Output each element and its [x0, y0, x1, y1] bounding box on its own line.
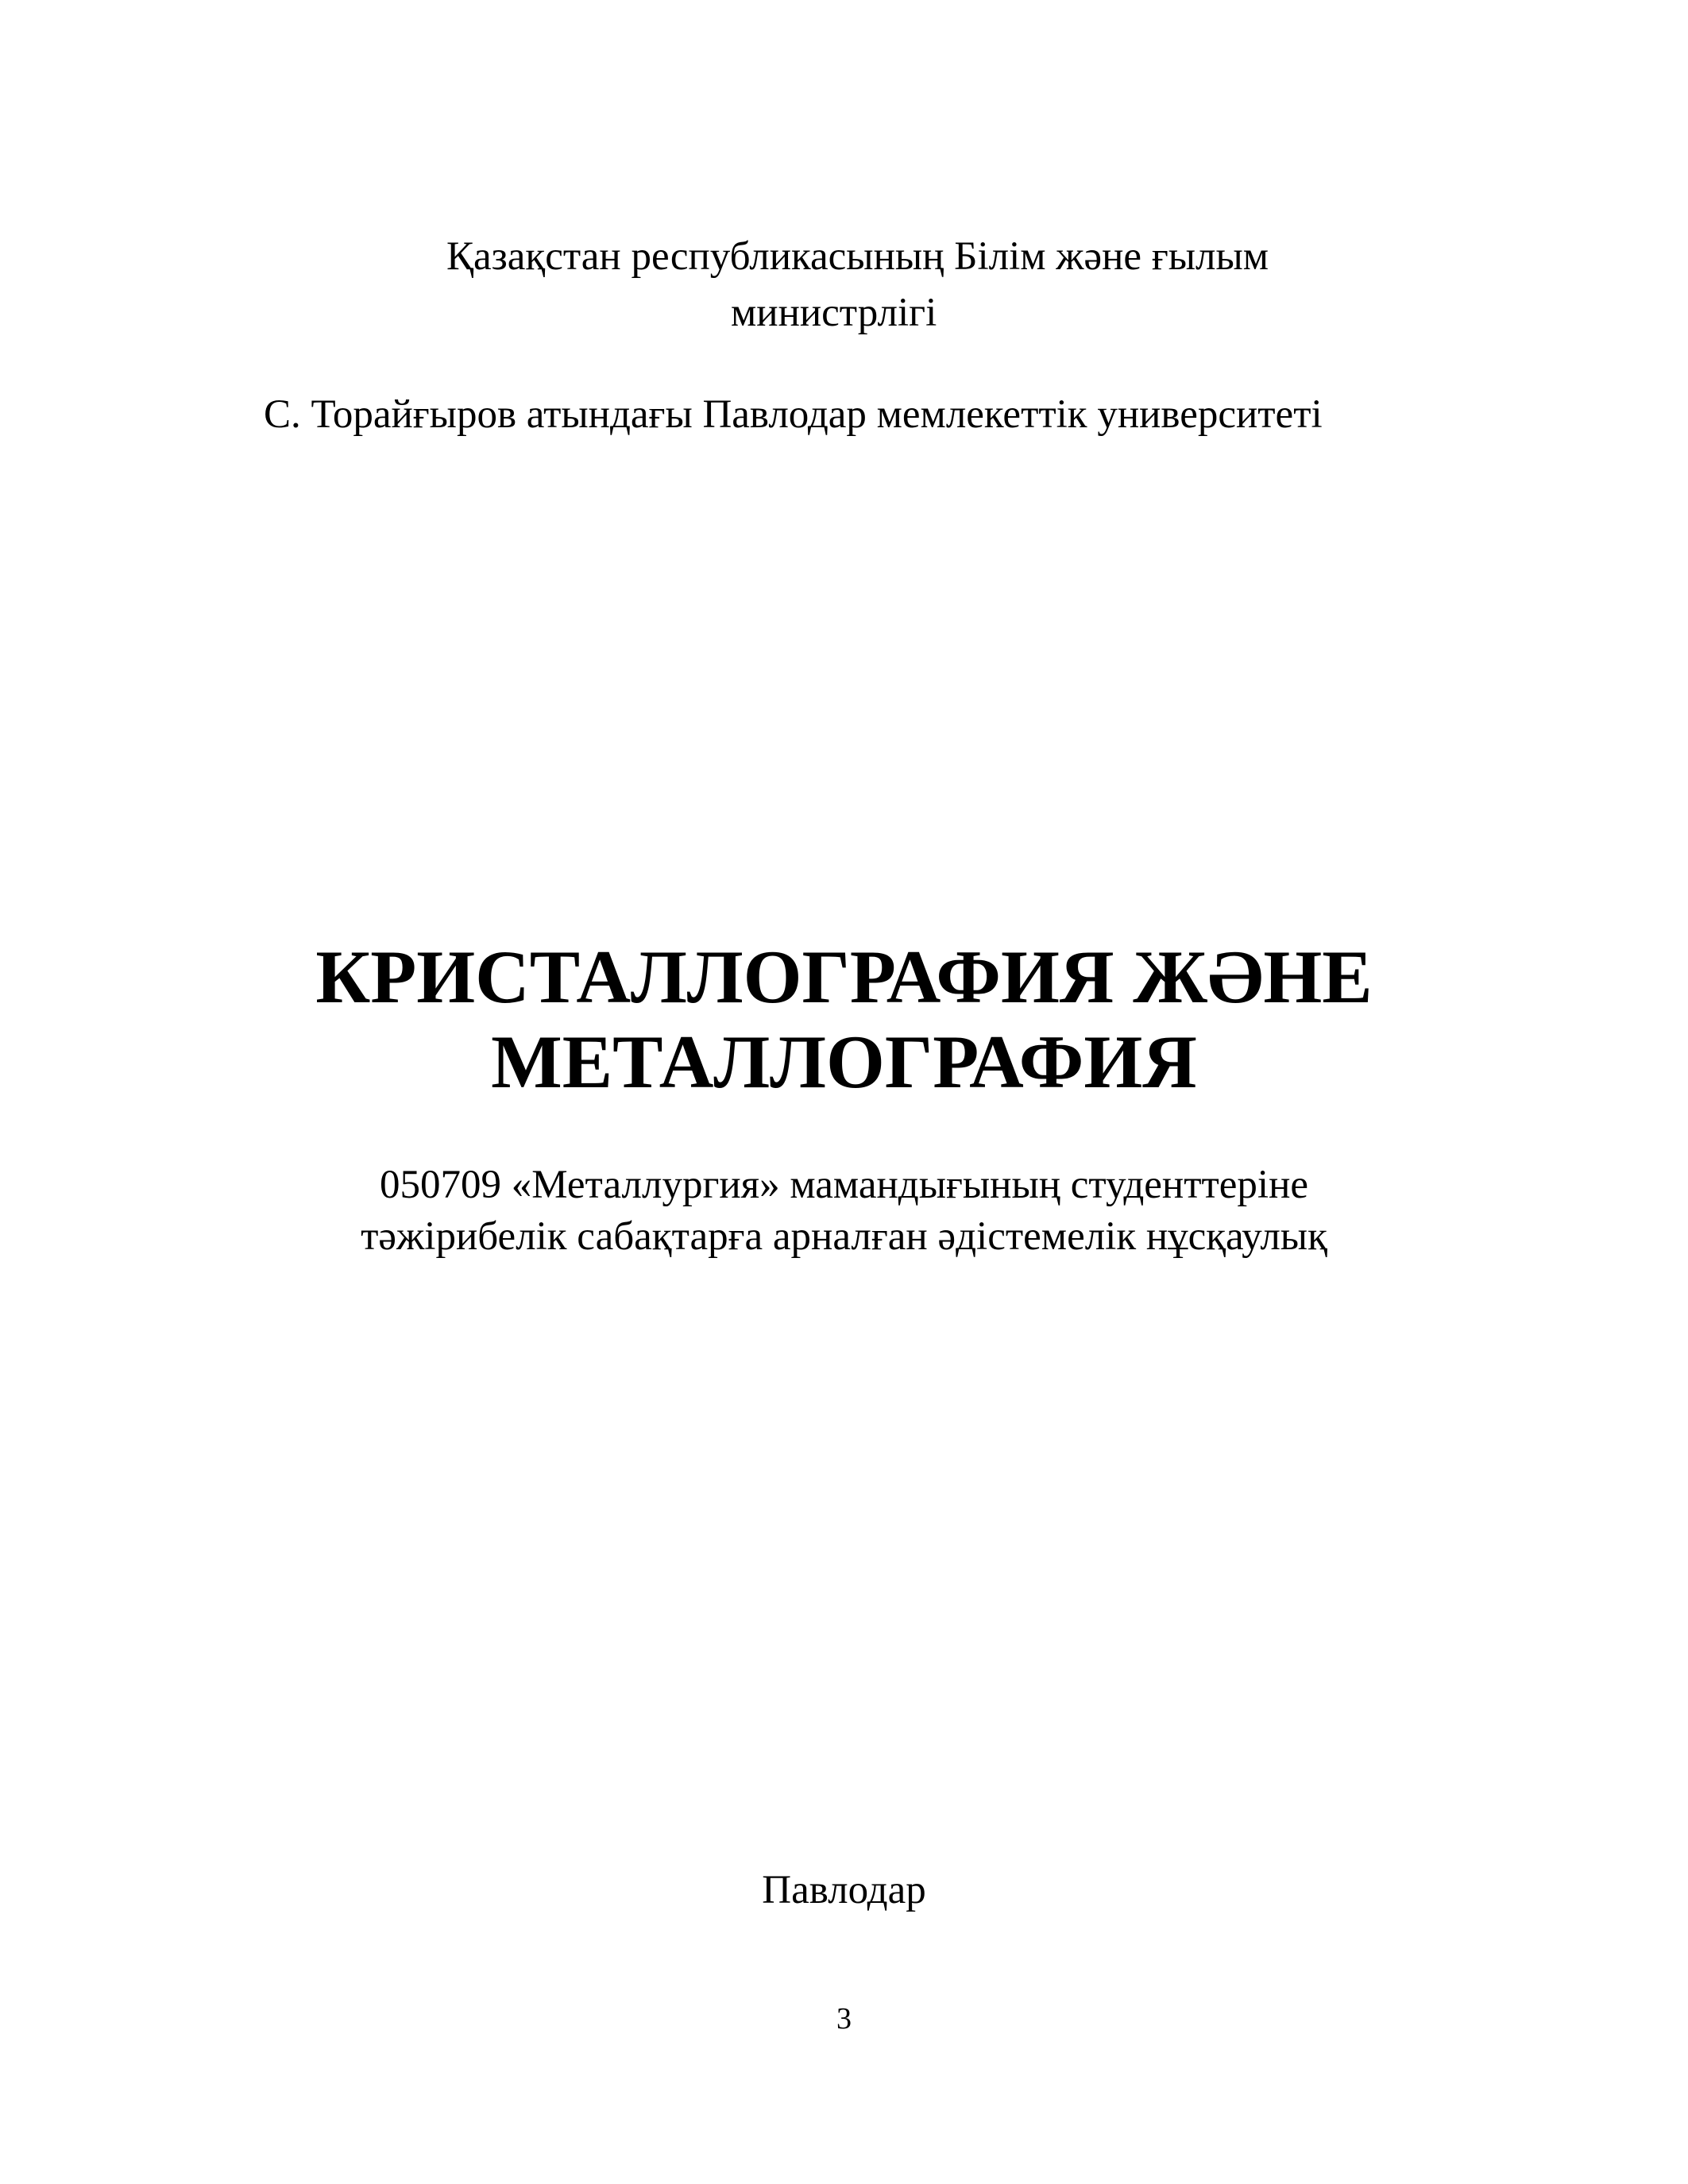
university-name: С. Торайғыров атындағы Павлодар мемлекеттік университеті	[264, 392, 1323, 437]
document-title-line2: МЕТАЛЛОГРАФИЯ	[491, 1020, 1197, 1104]
document-subtitle-line1: 050709 «Металлургия» мамандығының студенттеріне	[379, 1163, 1308, 1207]
document-title-line1: КРИСТАЛЛОГРАФИЯ ЖӘНЕ	[315, 935, 1373, 1019]
ministry-name-line1: Қазақстан республикасының Білім және ғылым	[446, 234, 1269, 279]
page-number: 3	[836, 2002, 852, 2035]
ministry-name-line2: министрлігі	[731, 291, 937, 335]
document-subtitle-line2: тәжірибелік сабақтарға арналған әдістемелік нұсқаулық	[361, 1214, 1327, 1259]
publication-city: Павлодар	[762, 1868, 926, 1912]
